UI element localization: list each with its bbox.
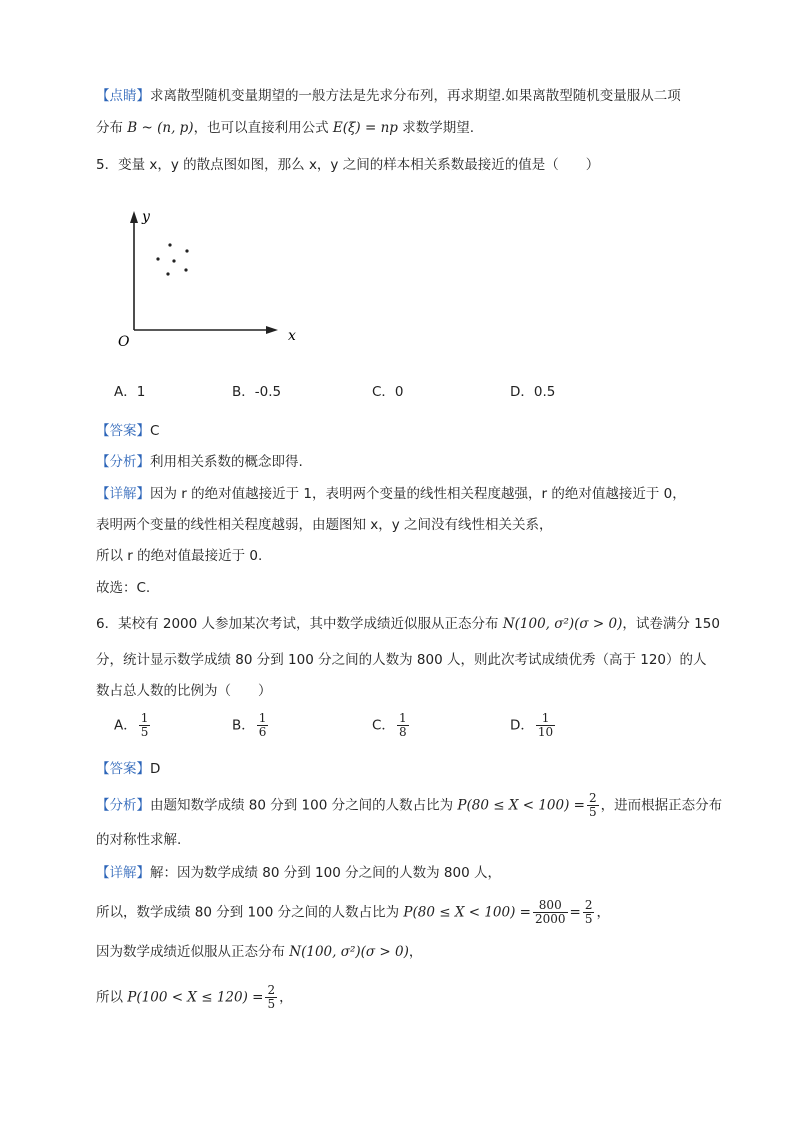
answer-tag: 【答案】 [96, 761, 150, 777]
option-label: D． [510, 717, 534, 734]
q5-detail-1 [96, 484, 686, 504]
q5-analysis [96, 452, 303, 472]
normal-dist-formula: N(100, σ²)(σ > 0) [502, 616, 623, 632]
denominator: 5 [588, 805, 597, 819]
denominator: 5 [140, 725, 149, 739]
scatter-point [184, 268, 187, 271]
analysis-text-post: ，进而根据正态分布 [600, 797, 723, 814]
note-text-1: 求离散型随机变量期望的一般方法是先求分布列，再求期望.如果离散型随机变量服从二项 [150, 88, 681, 104]
fraction [587, 792, 599, 819]
answer-value: C [150, 423, 160, 439]
numerator: 1 [536, 712, 555, 726]
note-line-1 [96, 86, 681, 106]
y-axis-arrow [130, 211, 138, 223]
detail-text-4-post: ， [279, 989, 293, 1006]
q6-detail-4 [96, 984, 293, 1011]
fraction [536, 712, 555, 739]
denominator: 6 [258, 725, 267, 739]
numerator: 2 [584, 898, 593, 912]
scatter-point [156, 257, 159, 260]
analysis-text-pre: 由题知数学成绩 80 分到 100 分之间的人数占比为 [150, 797, 458, 814]
q6-option-d [510, 712, 557, 739]
note-text-2-post: 求数学期望. [397, 120, 475, 136]
q5-detail-2: 表明两个变量的线性相关程度越弱，由题图知 x，y 之间没有线性相关关系， [96, 517, 553, 533]
q6-analysis-1 [96, 792, 722, 819]
q5-detail-3: 所以 r 的绝对值最接近于 0. [96, 548, 263, 564]
numerator: 2 [267, 983, 276, 997]
detail-text-2-pre: 所以，数学成绩 80 分到 100 分之间的人数占比为 [96, 904, 404, 921]
probability-formula: P(80 ≤ X < 100) = [457, 797, 585, 814]
fraction [265, 984, 277, 1011]
scatter-point [166, 272, 169, 275]
scatter-plot [110, 205, 310, 355]
q6-stem-3: 数占总人数的比例为（ ） [96, 683, 272, 699]
q6-detail-2 [96, 899, 610, 926]
q6-option-c [372, 712, 411, 739]
q6-detail-3 [96, 942, 422, 962]
scatter-point [185, 249, 188, 252]
q6-detail-1 [96, 863, 501, 883]
numerator: 1 [140, 711, 149, 725]
analysis-text: 利用相关系数的概念即得. [150, 454, 303, 470]
analysis-tag: 【分析】 [96, 797, 150, 814]
denominator: 2000 [534, 912, 566, 926]
probability-formula: P(80 ≤ X < 100) = [403, 904, 531, 921]
q6-answer [96, 759, 160, 779]
q6-stem-1-pre: 6．某校有 2000 人参加某次考试，其中数学成绩近似服从正态分布 [96, 616, 503, 632]
q5-stem: 5．变量 x，y 的散点图如图，那么 x，y 之间的样本相关系数最接近的值是（ ） [96, 157, 600, 173]
scatter-point [168, 243, 171, 246]
fraction [533, 899, 568, 926]
normal-dist-formula: N(100, σ²)(σ > 0) [289, 944, 409, 960]
detail-text-4-pre: 所以 [96, 989, 128, 1006]
option-label: A． [114, 717, 137, 734]
binomial-formula: B ~ (n, p) [127, 120, 194, 136]
q6-stem-1-post: ，试卷满分 150 [622, 616, 720, 632]
denominator: 5 [267, 997, 276, 1011]
expectation-formula: E(ξ) = np [332, 120, 398, 136]
origin-label: O [118, 334, 130, 350]
detail-text-3-post: ， [408, 944, 423, 960]
numerator: 1 [398, 711, 407, 725]
q5-option-d: D．0.5 [510, 384, 556, 400]
denominator: 5 [584, 912, 593, 926]
q5-option-a: A．1 [114, 384, 146, 400]
q5-option-c: C．0 [372, 384, 404, 400]
q6-option-b [232, 712, 270, 739]
detail-tag: 【详解】 [96, 486, 150, 502]
note-text-2-mid: ，也可以直接利用公式 [193, 120, 333, 136]
q6-option-a [114, 712, 152, 739]
probability-formula: P(100 < X ≤ 120) = [127, 989, 264, 1006]
fraction [397, 712, 409, 739]
numerator: 2 [588, 791, 597, 805]
fraction [139, 712, 151, 739]
numerator: 800 [533, 899, 568, 913]
denominator: 10 [537, 725, 554, 739]
q6-stem-1 [96, 614, 720, 634]
detail-text-3-pre: 因为数学成绩近似服从正态分布 [96, 944, 290, 960]
option-label: B． [232, 717, 255, 734]
fraction [257, 712, 269, 739]
q5-option-b: B．-0.5 [232, 384, 282, 400]
note-text-2-pre: 分布 [96, 120, 128, 136]
q5-conclusion: 故选：C. [96, 580, 151, 596]
option-label: C． [372, 717, 395, 734]
detail-text-1: 解：因为数学成绩 80 分到 100 分之间的人数为 800 人， [150, 865, 501, 881]
equals-sign: = [569, 904, 581, 921]
note-tag: 【点睛】 [96, 88, 150, 104]
q6-stem-2: 分，统计显示数学成绩 80 分到 100 分之间的人数为 800 人，则此次考试成绩优秀（高于 120）的人 [96, 652, 707, 668]
y-axis-label: y [142, 209, 150, 225]
fraction [583, 899, 595, 926]
analysis-tag: 【分析】 [96, 454, 150, 470]
x-axis-label: x [288, 328, 296, 344]
q5-answer [96, 421, 159, 441]
numerator: 1 [258, 711, 267, 725]
denominator: 8 [398, 725, 407, 739]
q6-analysis-2: 的对称性求解. [96, 832, 182, 848]
note-line-2 [96, 118, 474, 138]
detail-tag: 【详解】 [96, 865, 150, 881]
answer-tag: 【答案】 [96, 423, 150, 439]
scatter-point [172, 259, 175, 262]
answer-value: D [150, 761, 161, 777]
detail-text-1: 因为 r 的绝对值越接近于 1，表明两个变量的线性相关程度越强，r 的绝对值越接近于 0， [150, 486, 686, 502]
detail-text-2-post: ， [596, 904, 610, 921]
x-axis-arrow [266, 326, 278, 334]
